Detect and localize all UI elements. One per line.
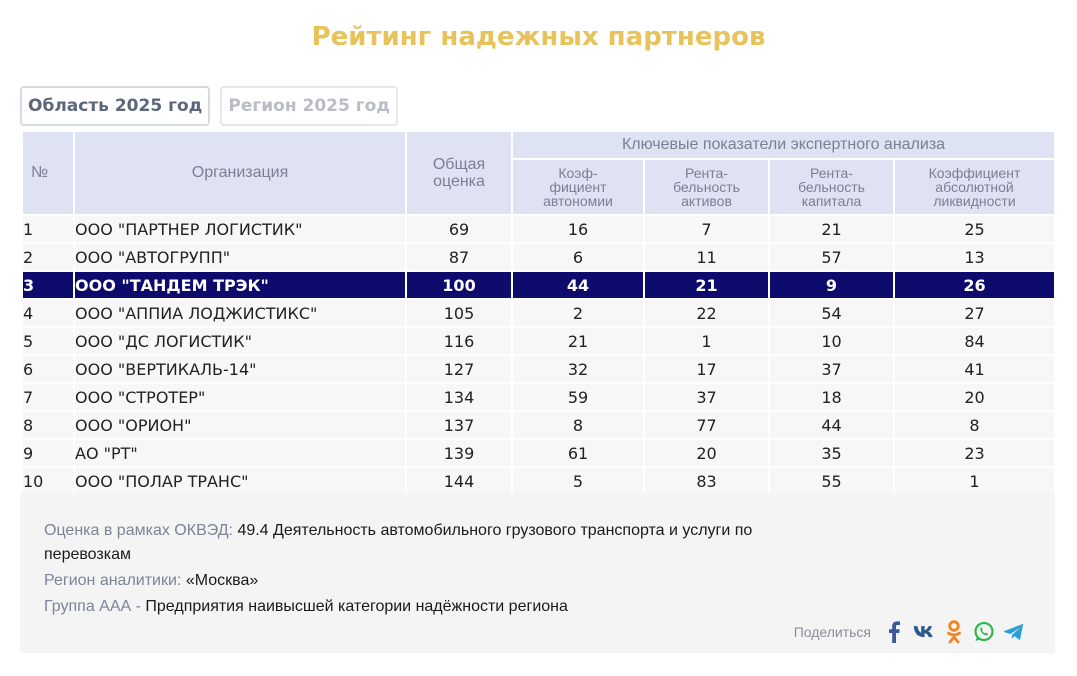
return-on-equity-cell: 55	[769, 467, 894, 495]
rating-table	[21, 130, 1056, 496]
okved-value: 49.4 Деятельность автомобильного грузового транспорта и услуги по перевозкам	[44, 522, 753, 563]
rank-cell: 2	[22, 243, 74, 271]
return-on-equity-cell: 54	[769, 299, 894, 327]
group-line	[44, 595, 834, 619]
table-row[interactable]	[22, 299, 1055, 327]
autonomy-coef-cell: 6	[512, 243, 644, 271]
absolute-liquidity-cell: 25	[894, 215, 1055, 243]
return-on-assets-cell: 1	[644, 327, 769, 355]
autonomy-coef-cell: 21	[512, 327, 644, 355]
total-score-cell: 69	[406, 215, 512, 243]
header-number: №	[22, 131, 74, 215]
header-autonomy-coef: Коэф- фициент автономии	[512, 159, 644, 215]
organization-cell: ООО "СТРОТЕР"	[74, 383, 406, 411]
absolute-liquidity-cell: 27	[894, 299, 1055, 327]
total-score-cell: 127	[406, 355, 512, 383]
table-row[interactable]	[22, 467, 1055, 495]
tab-region-2025[interactable]: Регион 2025 год	[220, 86, 398, 126]
return-on-assets-cell: 11	[644, 243, 769, 271]
organization-cell: ООО "ДС ЛОГИСТИК"	[74, 327, 406, 355]
table-row[interactable]	[22, 243, 1055, 271]
whatsapp-icon[interactable]	[973, 621, 995, 643]
page-title: Рейтинг надежных партнеров	[311, 22, 766, 52]
return-on-equity-cell: 35	[769, 439, 894, 467]
table-row[interactable]	[22, 355, 1055, 383]
total-score-cell: 144	[406, 467, 512, 495]
table-row[interactable]	[22, 271, 1055, 299]
autonomy-coef-cell: 16	[512, 215, 644, 243]
return-on-assets-cell: 17	[644, 355, 769, 383]
return-on-equity-cell: 18	[769, 383, 894, 411]
group-label: Группа ААА -	[44, 598, 141, 615]
return-on-equity-cell: 21	[769, 215, 894, 243]
absolute-liquidity-cell: 84	[894, 327, 1055, 355]
table-row[interactable]	[22, 411, 1055, 439]
odnoklassniki-icon[interactable]	[943, 621, 965, 643]
return-on-equity-cell: 37	[769, 355, 894, 383]
rank-cell: 8	[22, 411, 74, 439]
rank-cell: 5	[22, 327, 74, 355]
region-line	[44, 569, 834, 593]
autonomy-coef-cell: 61	[512, 439, 644, 467]
organization-cell: АО "РТ"	[74, 439, 406, 467]
return-on-assets-cell: 83	[644, 467, 769, 495]
absolute-liquidity-cell: 8	[894, 411, 1055, 439]
total-score-cell: 87	[406, 243, 512, 271]
autonomy-coef-cell: 32	[512, 355, 644, 383]
header-organization: Организация	[74, 131, 406, 215]
table-row[interactable]	[22, 439, 1055, 467]
return-on-assets-cell: 22	[644, 299, 769, 327]
return-on-assets-cell: 77	[644, 411, 769, 439]
return-on-equity-cell: 10	[769, 327, 894, 355]
return-on-equity-cell: 57	[769, 243, 894, 271]
absolute-liquidity-cell: 23	[894, 439, 1055, 467]
rank-cell: 9	[22, 439, 74, 467]
autonomy-coef-cell: 2	[512, 299, 644, 327]
return-on-assets-cell: 20	[644, 439, 769, 467]
okved-label: Оценка в рамках ОКВЭД:	[44, 522, 233, 539]
rank-cell: 10	[22, 467, 74, 495]
organization-cell: ООО "ТАНДЕМ ТРЭК"	[74, 271, 406, 299]
organization-cell: ООО "ОРИОН"	[74, 411, 406, 439]
total-score-cell: 105	[406, 299, 512, 327]
autonomy-coef-cell: 59	[512, 383, 644, 411]
return-on-equity-cell: 44	[769, 411, 894, 439]
tab-oblast-2025[interactable]: Область 2025 год	[20, 86, 210, 126]
vk-icon[interactable]	[913, 621, 935, 643]
rank-cell: 7	[22, 383, 74, 411]
header-return-on-assets: Рента- бельность активов	[644, 159, 769, 215]
info-panel	[20, 493, 1055, 653]
organization-cell: ООО "АППИА ЛОДЖИСТИКС"	[74, 299, 406, 327]
rank-cell: 1	[22, 215, 74, 243]
absolute-liquidity-cell: 20	[894, 383, 1055, 411]
header-key-indicators: Ключевые показатели экспертного анализа	[512, 131, 1055, 159]
organization-cell: ООО "ВЕРТИКАЛЬ-14"	[74, 355, 406, 383]
organization-cell: ООО "ПАРТНЕР ЛОГИСТИК"	[74, 215, 406, 243]
autonomy-coef-cell: 8	[512, 411, 644, 439]
rank-cell: 6	[22, 355, 74, 383]
return-on-equity-cell: 9	[769, 271, 894, 299]
rank-cell: 3	[22, 271, 74, 299]
absolute-liquidity-cell: 41	[894, 355, 1055, 383]
autonomy-coef-cell: 5	[512, 467, 644, 495]
total-score-cell: 134	[406, 383, 512, 411]
share-bar	[794, 621, 1025, 643]
table-row[interactable]	[22, 215, 1055, 243]
total-score-cell: 116	[406, 327, 512, 355]
group-value: Предприятия наивысшей категории надёжности региона	[145, 598, 568, 615]
okved-line	[44, 519, 834, 567]
header-absolute-liquidity: Коэффициент абсолютной ликвидности	[894, 159, 1055, 215]
organization-cell: ООО "АВТОГРУПП"	[74, 243, 406, 271]
return-on-assets-cell: 7	[644, 215, 769, 243]
organization-cell: ООО "ПОЛАР ТРАНС"	[74, 467, 406, 495]
region-label: Регион аналитики:	[44, 572, 182, 589]
total-score-cell: 137	[406, 411, 512, 439]
total-score-cell: 139	[406, 439, 512, 467]
table-row[interactable]	[22, 327, 1055, 355]
header-return-on-equity: Рента- бельность капитала	[769, 159, 894, 215]
share-label: Поделиться	[793, 624, 871, 640]
return-on-assets-cell: 37	[644, 383, 769, 411]
return-on-assets-cell: 21	[644, 271, 769, 299]
facebook-icon[interactable]	[883, 621, 905, 643]
rank-cell: 4	[22, 299, 74, 327]
absolute-liquidity-cell: 26	[894, 271, 1055, 299]
period-tabs	[20, 86, 398, 126]
absolute-liquidity-cell: 13	[894, 243, 1055, 271]
telegram-icon[interactable]	[1003, 621, 1025, 643]
table-row[interactable]	[22, 383, 1055, 411]
region-value: «Москва»	[185, 572, 259, 589]
autonomy-coef-cell: 44	[512, 271, 644, 299]
header-total-score: Общая оценка	[406, 131, 512, 215]
total-score-cell: 100	[406, 271, 512, 299]
absolute-liquidity-cell: 1	[894, 467, 1055, 495]
